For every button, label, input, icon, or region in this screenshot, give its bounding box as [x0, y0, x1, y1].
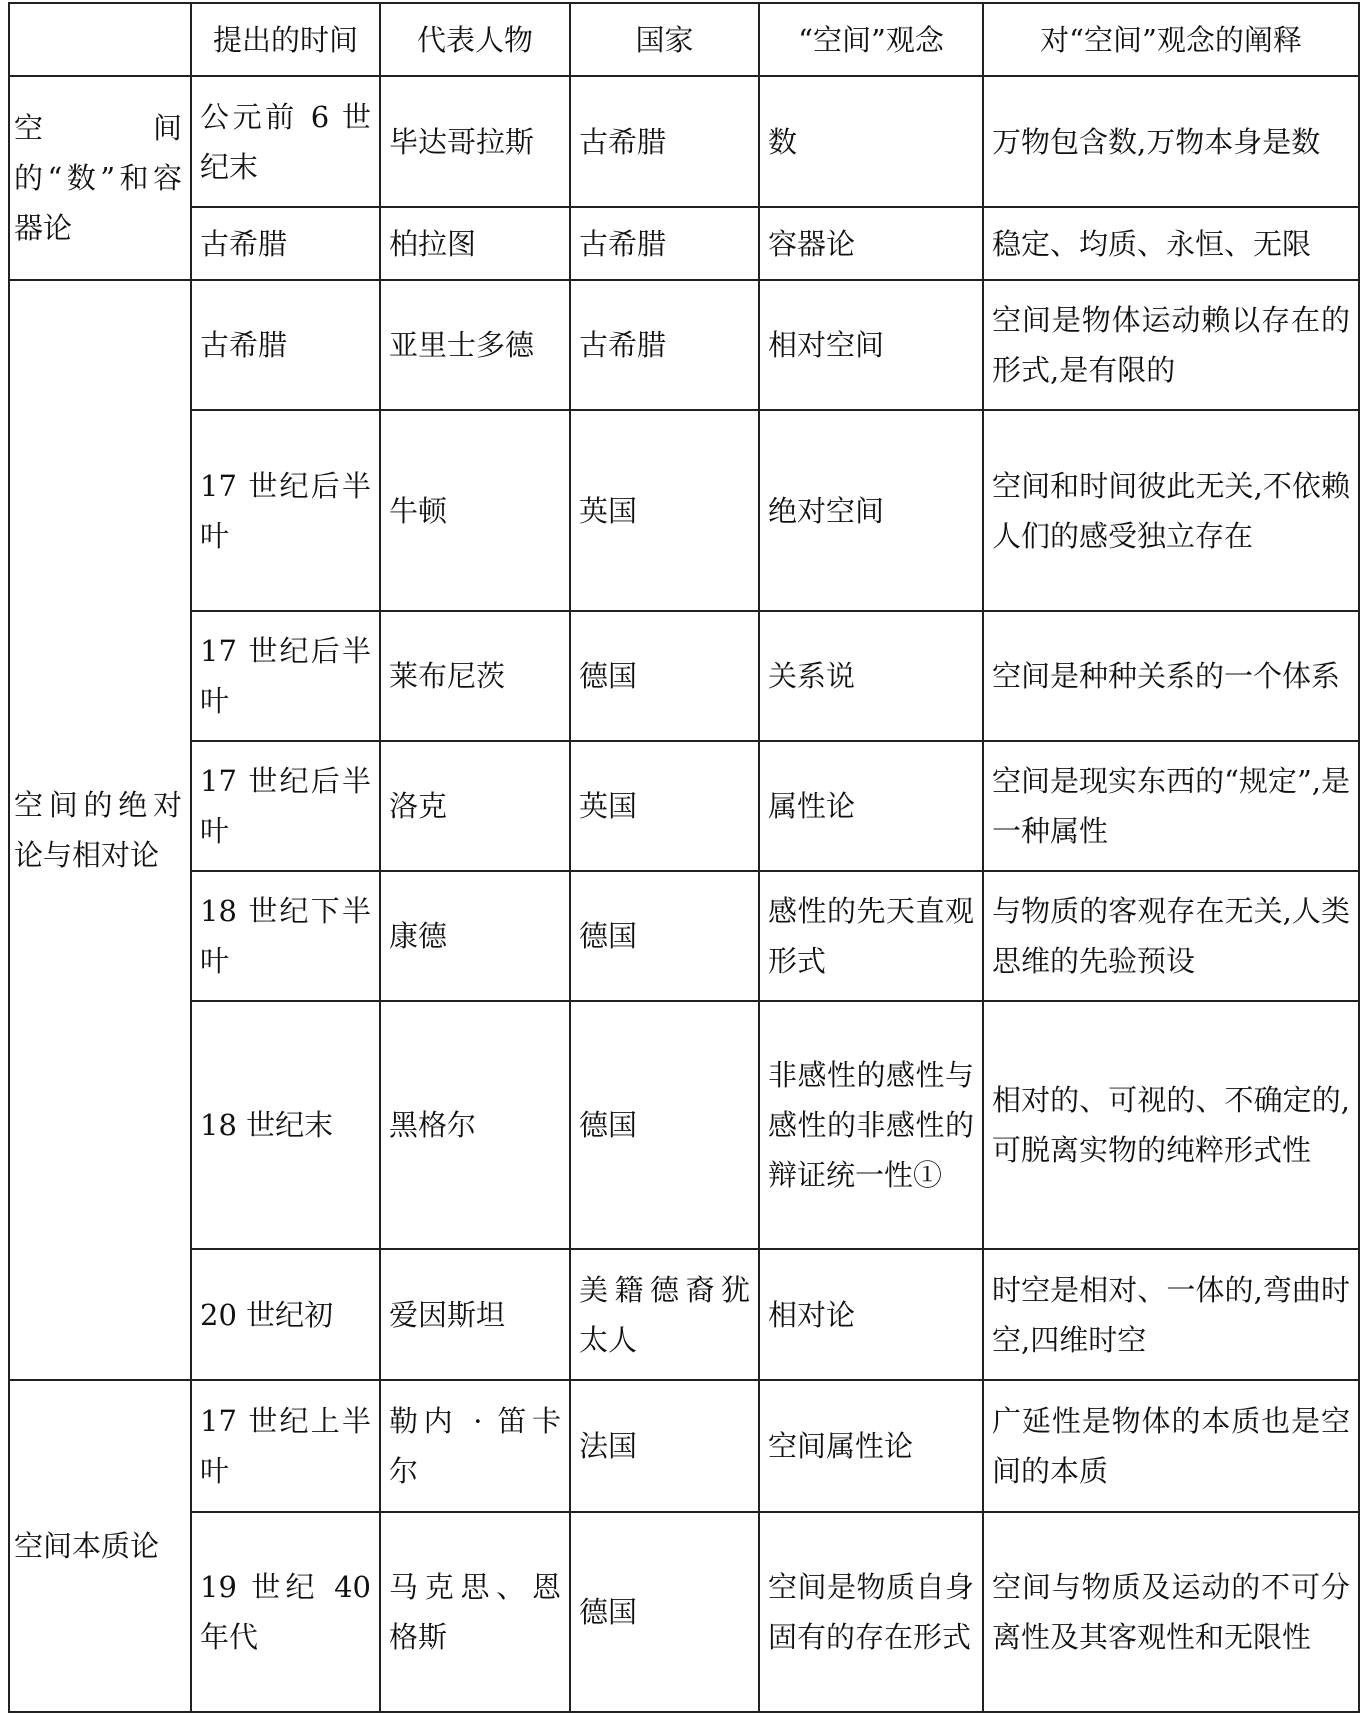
cell-time: 18 世纪下半叶	[191, 871, 380, 1001]
header-row	[9, 3, 1359, 76]
table-row	[9, 280, 1359, 410]
table-row	[9, 741, 1359, 871]
cell-country: 英国	[570, 741, 759, 871]
cell-person: 莱布尼茨	[380, 611, 570, 741]
cell-time: 20 世纪初	[191, 1249, 380, 1380]
group-label: 空间的“数”和容器论	[9, 76, 191, 280]
cell-explanation: 时空是相对、一体的,弯曲时空,四维时空	[983, 1249, 1359, 1380]
cell-explanation: 稳定、均质、永恒、无限	[983, 207, 1359, 280]
cell-country: 英国	[570, 410, 759, 611]
cell-concept: 容器论	[759, 207, 983, 280]
cell-concept: 绝对空间	[759, 410, 983, 611]
table-row	[9, 76, 1359, 207]
cell-country: 古希腊	[570, 280, 759, 410]
space-concepts-table	[8, 2, 1360, 1713]
cell-country: 德国	[570, 611, 759, 741]
cell-time: 古希腊	[191, 280, 380, 410]
cell-time: 17 世纪后半叶	[191, 611, 380, 741]
cell-explanation: 空间是现实东西的“规定”,是一种属性	[983, 741, 1359, 871]
cell-explanation: 广延性是物体的本质也是空间的本质	[983, 1380, 1359, 1512]
cell-concept: 数	[759, 76, 983, 207]
header-country: 国家	[570, 3, 759, 76]
cell-person: 毕达哥拉斯	[380, 76, 570, 207]
cell-explanation: 空间是种种关系的一个体系	[983, 611, 1359, 741]
cell-concept: 感性的先天直观形式	[759, 871, 983, 1001]
table-row	[9, 1512, 1359, 1712]
cell-explanation: 空间和时间彼此无关,不依赖人们的感受独立存在	[983, 410, 1359, 611]
cell-time: 17 世纪后半叶	[191, 410, 380, 611]
cell-country: 德国	[570, 1512, 759, 1712]
cell-person: 牛顿	[380, 410, 570, 611]
header-explanation: 对“空间”观念的阐释	[983, 3, 1359, 76]
cell-time: 古希腊	[191, 207, 380, 280]
group-label: 空间本质论	[9, 1380, 191, 1712]
cell-concept: 相对论	[759, 1249, 983, 1380]
cell-explanation: 相对的、可视的、不确定的,可脱离实物的纯粹形式性	[983, 1001, 1359, 1249]
cell-country: 美籍德裔犹太人	[570, 1249, 759, 1380]
group-label: 空间的绝对论与相对论	[9, 280, 191, 1380]
cell-concept: 空间属性论	[759, 1380, 983, 1512]
cell-person: 勒内 · 笛卡尔	[380, 1380, 570, 1512]
cell-person: 爱因斯坦	[380, 1249, 570, 1380]
cell-country: 德国	[570, 871, 759, 1001]
table-row	[9, 410, 1359, 611]
cell-explanation: 万物包含数,万物本身是数	[983, 76, 1359, 207]
cell-person: 康德	[380, 871, 570, 1001]
cell-concept: 关系说	[759, 611, 983, 741]
table-row	[9, 1001, 1359, 1249]
cell-person: 亚里士多德	[380, 280, 570, 410]
cell-time: 17 世纪上半叶	[191, 1380, 380, 1512]
cell-explanation: 空间与物质及运动的不可分离性及其客观性和无限性	[983, 1512, 1359, 1712]
table-row	[9, 207, 1359, 280]
cell-concept: 空间是物质自身固有的存在形式	[759, 1512, 983, 1712]
cell-explanation: 空间是物体运动赖以存在的形式,是有限的	[983, 280, 1359, 410]
header-person: 代表人物	[380, 3, 570, 76]
cell-concept: 非感性的感性与感性的非感性的辩证统一性①	[759, 1001, 983, 1249]
table-row	[9, 871, 1359, 1001]
cell-country: 古希腊	[570, 76, 759, 207]
cell-country: 古希腊	[570, 207, 759, 280]
table-row	[9, 1380, 1359, 1512]
cell-country: 法国	[570, 1380, 759, 1512]
header-concept: “空间”观念	[759, 3, 983, 76]
table-row	[9, 611, 1359, 741]
cell-time: 19 世纪 40 年代	[191, 1512, 380, 1712]
table-row	[9, 1249, 1359, 1380]
cell-time: 公元前 6 世纪末	[191, 76, 380, 207]
cell-person: 马克思、恩格斯	[380, 1512, 570, 1712]
cell-country: 德国	[570, 1001, 759, 1249]
cell-person: 洛克	[380, 741, 570, 871]
cell-concept: 属性论	[759, 741, 983, 871]
cell-explanation: 与物质的客观存在无关,人类思维的先验预设	[983, 871, 1359, 1001]
cell-time: 17 世纪后半叶	[191, 741, 380, 871]
header-corner	[9, 3, 191, 76]
cell-person: 黑格尔	[380, 1001, 570, 1249]
cell-concept: 相对空间	[759, 280, 983, 410]
cell-person: 柏拉图	[380, 207, 570, 280]
header-time: 提出的时间	[191, 3, 380, 76]
cell-time: 18 世纪末	[191, 1001, 380, 1249]
